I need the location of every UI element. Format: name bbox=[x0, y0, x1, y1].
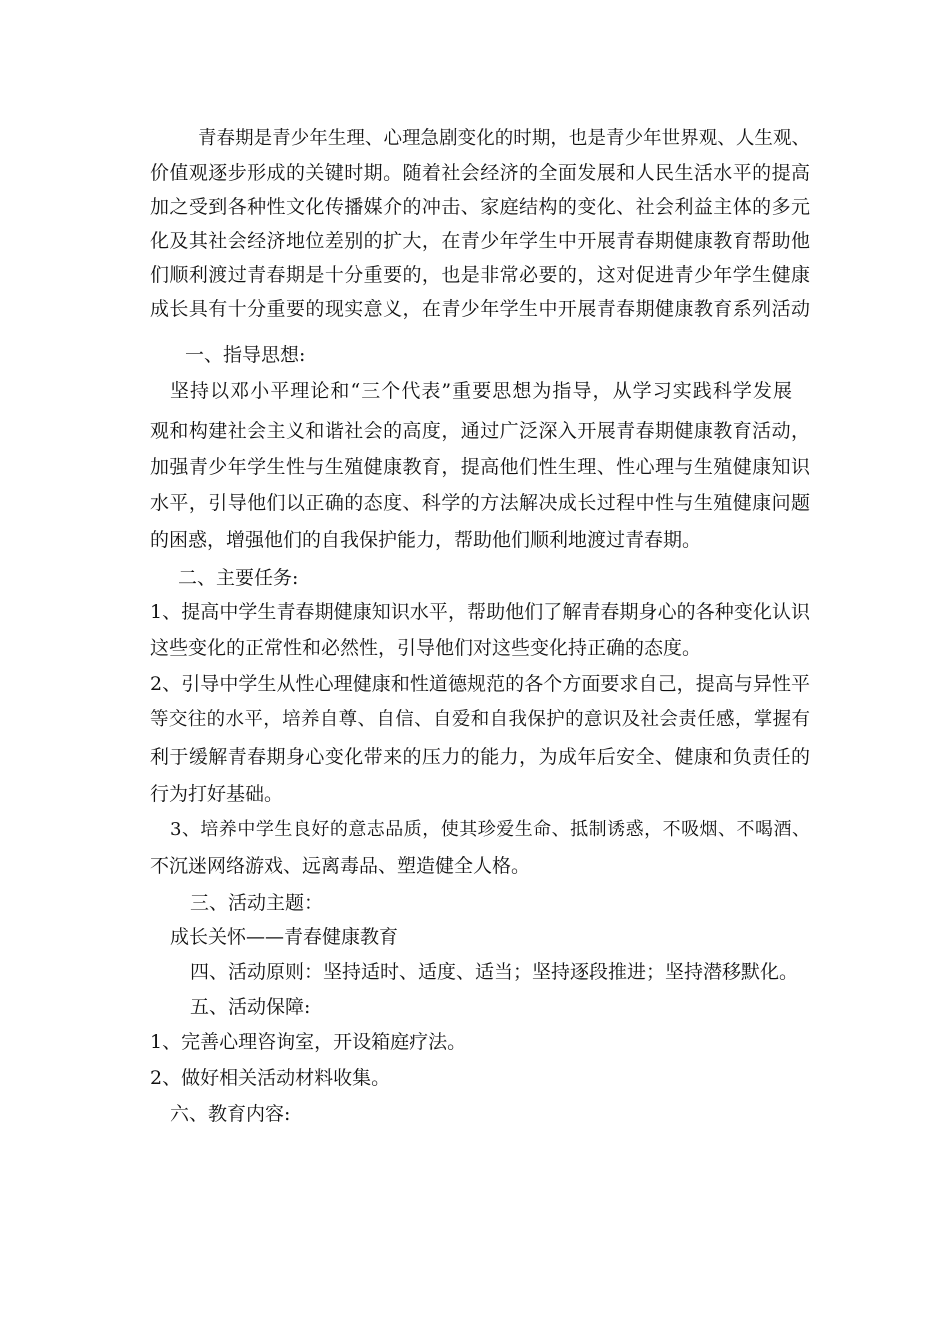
section-heading-activity-support: 五、活动保障: bbox=[190, 996, 311, 1018]
section-activity-principles: 四、活动原则：坚持适时、适度、适当；坚持逐段推进；坚持潜移默化。 bbox=[190, 961, 799, 983]
intro-line-6: 成长具有十分重要的现实意义，在青少年学生中开展青春期健康教育系列活动 bbox=[150, 298, 810, 320]
intro-line-4: 化及其社会经济地位差别的扩大，在青少年学生中开展青春期健康教育帮助他 bbox=[150, 230, 810, 252]
section1-line-2: 观和构建社会主义和谐社会的高度，通过广泛深入开展青春期健康教育活动， bbox=[150, 420, 810, 442]
task-2-line-4: 行为打好基础。 bbox=[150, 783, 284, 805]
section-heading-guiding-ideology: 一、指导思想: bbox=[185, 344, 306, 366]
task-2-line-3: 利于缓解青春期身心变化带来的压力的能力，为成年后安全、健康和负责任的 bbox=[150, 746, 810, 768]
task-1-line-1: 1、提高中学生青春期健康知识水平，帮助他们了解青春期身心的各种变化认识 bbox=[150, 601, 810, 623]
section1-line-3: 加强青少年学生性与生殖健康教育，提高他们性生理、性心理与生殖健康知识 bbox=[150, 456, 810, 478]
section1-line-4: 水平，引导他们以正确的态度、科学的方法解决成长过程中性与生殖健康问题 bbox=[150, 492, 810, 514]
intro-line-1: 青春期是青少年生理、心理急剧变化的时期，也是青少年世界观、人生观、 bbox=[198, 128, 810, 149]
task-3-line-2: 不沉迷网络游戏、远离毒品、塑造健全人格。 bbox=[150, 855, 531, 877]
task-2-line-2: 等交往的水平，培养自尊、自信、自爱和自我保护的意识及社会责任感，掌握有 bbox=[150, 709, 810, 730]
section1-line-1: 坚持以邓小平理论和“三个代表”重要思想为指导，从学习实践科学发展 bbox=[170, 380, 792, 402]
task-2-line-1: 2、引导中学生从性心理健康和性道德规范的各个方面要求自己，提高与异性平 bbox=[150, 673, 810, 695]
section-heading-main-tasks: 二、主要任务: bbox=[178, 567, 299, 589]
intro-line-5: 们顺利渡过青春期是十分重要的，也是非常必要的，这对促进青少年学生健康 bbox=[150, 264, 810, 286]
task-1-line-2: 这些变化的正常性和必然性，引导他们对这些变化持正确的态度。 bbox=[150, 637, 702, 659]
support-item-2: 2、做好相关活动材料收集。 bbox=[150, 1067, 391, 1089]
support-item-1: 1、完善心理咨询室，开设箱庭疗法。 bbox=[150, 1031, 467, 1053]
section-heading-activity-theme: 三、活动主题： bbox=[190, 892, 324, 914]
intro-line-2: 价值观逐步形成的关键时期。随着社会经济的全面发展和人民生活水平的提高 bbox=[150, 162, 810, 184]
task-3-line-1: 3、培养中学生良好的意志品质，使其珍爱生命、抵制诱惑，不吸烟、不喝酒、 bbox=[170, 819, 810, 840]
section-heading-education-content: 六、教育内容: bbox=[170, 1103, 291, 1125]
intro-line-3: 加之受到各种性文化传播媒介的冲击、家庭结构的变化、社会利益主体的多元 bbox=[150, 196, 810, 218]
activity-theme-text: 成长关怀——青春健康教育 bbox=[170, 926, 399, 948]
section1-line-5: 的困惑，增强他们的自我保护能力，帮助他们顺利地渡过青春期。 bbox=[150, 529, 702, 551]
